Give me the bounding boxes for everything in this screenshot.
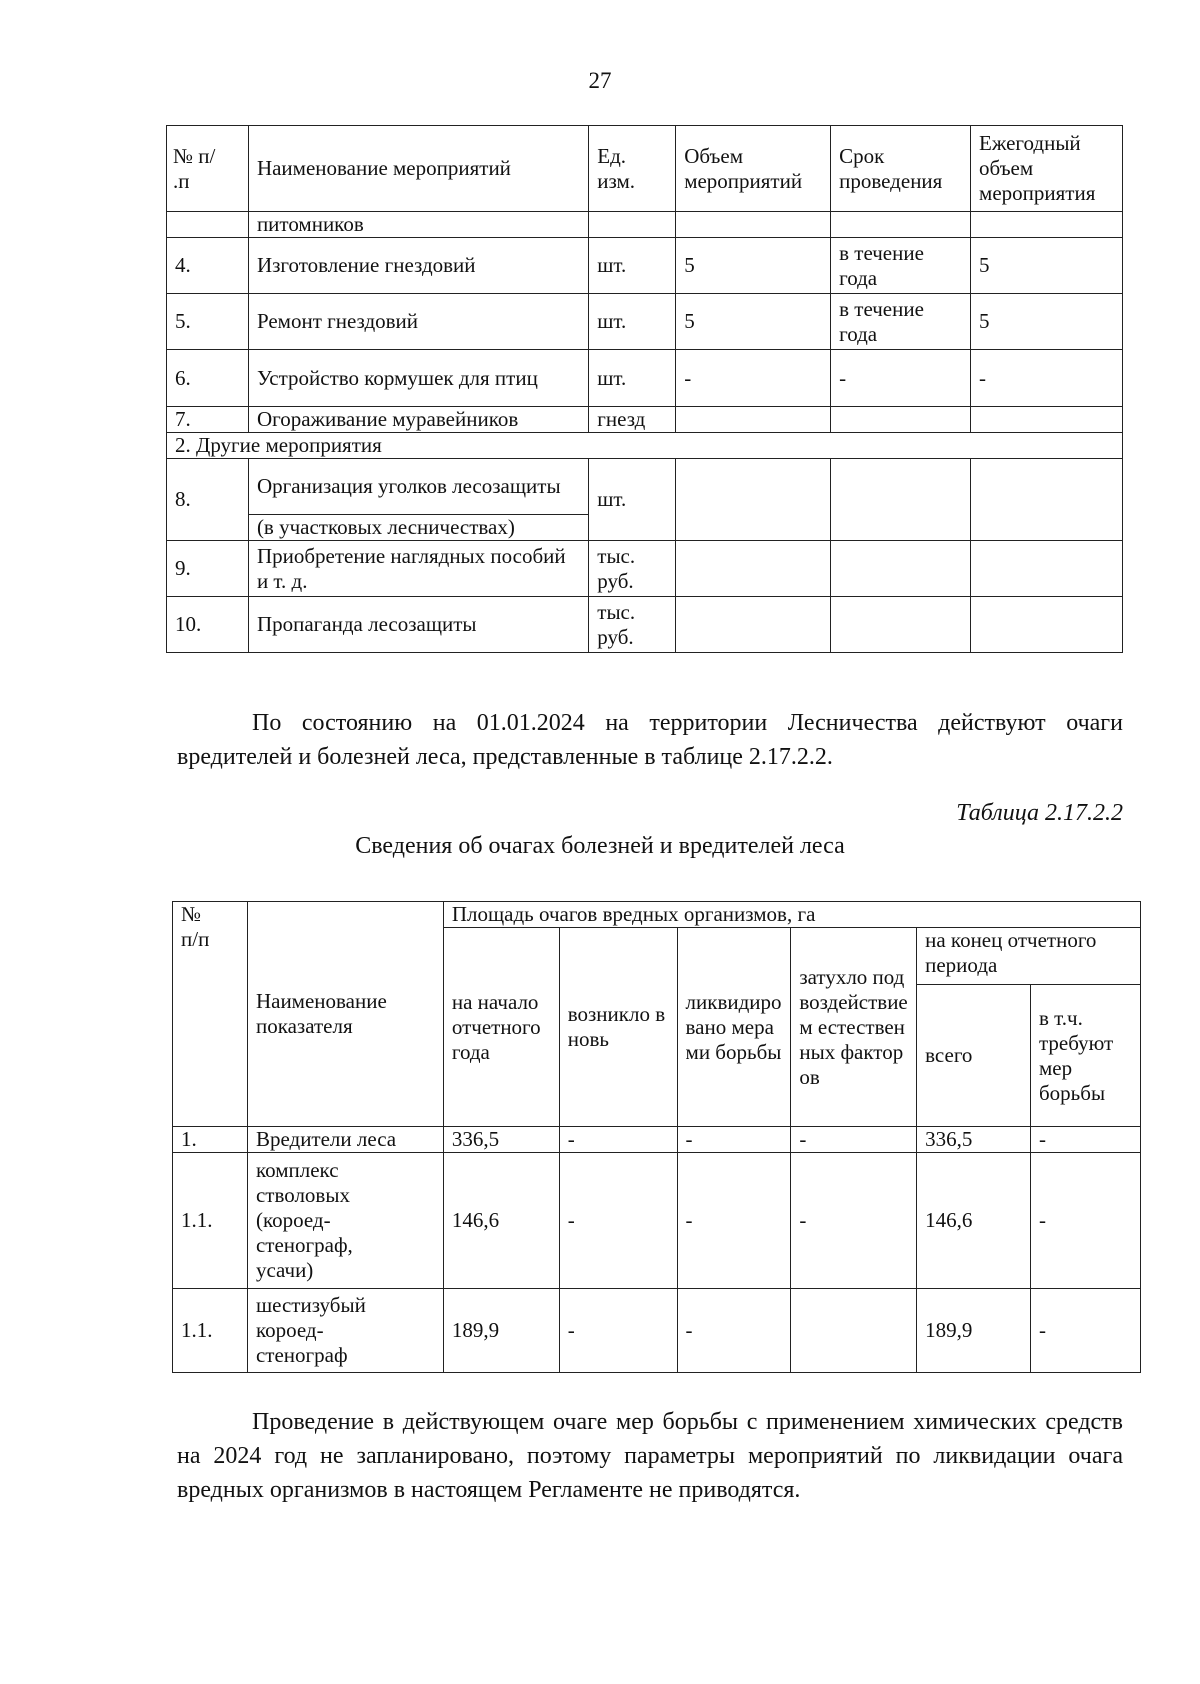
- row-unit: шт.: [589, 459, 676, 541]
- row-volume: -: [676, 350, 831, 407]
- row-volume: [676, 407, 831, 433]
- row-liquidated: -: [677, 1153, 791, 1289]
- row-num: 4.: [167, 238, 249, 294]
- row-total: 336,5: [917, 1127, 1031, 1153]
- row-num: 9.: [167, 541, 249, 597]
- row-name: Пропаганда лесозащиты: [248, 597, 588, 653]
- row-term: -: [831, 350, 971, 407]
- row-start: 146,6: [443, 1153, 559, 1289]
- page-number: 27: [588, 68, 612, 93]
- row-volume: [676, 212, 831, 238]
- table-row: [167, 212, 1123, 238]
- row-unit: шт.: [589, 238, 676, 294]
- row-name: Изготовление гнездовий: [248, 238, 588, 294]
- row-annual: [971, 459, 1123, 541]
- table-title: Сведения об очагах болезней и вредителей леса: [355, 833, 845, 859]
- header-area: Площадь очагов вредных организмов, га: [443, 902, 1140, 928]
- row-unit: шт.: [589, 294, 676, 350]
- row-needs: -: [1031, 1127, 1141, 1153]
- table-row: [167, 294, 1123, 350]
- row-annual: 5: [971, 294, 1123, 350]
- row-total: 189,9: [917, 1289, 1031, 1373]
- table-row: [167, 459, 1123, 515]
- row-liquidated: -: [677, 1289, 791, 1373]
- row-annual: [971, 541, 1123, 597]
- row-term: [831, 541, 971, 597]
- row-name: Ремонт гнездовий: [248, 294, 588, 350]
- table-caption: Таблица 2.17.2.2: [956, 800, 1123, 826]
- row-unit: [589, 212, 676, 238]
- row-name: Устройство кормушек для птиц: [248, 350, 588, 407]
- table-row: [167, 350, 1123, 407]
- row-annual: [971, 212, 1123, 238]
- table-header-row: [167, 126, 1123, 212]
- row-term: [831, 212, 971, 238]
- table-row: [173, 1153, 1141, 1289]
- table-row: [173, 1127, 1141, 1153]
- header-name: Наименование показателя: [247, 902, 443, 1127]
- row-num: [167, 212, 249, 238]
- activities-table: [166, 125, 1123, 653]
- table-row: [167, 541, 1123, 597]
- pest-foci-table: [172, 901, 1141, 1373]
- row-name: Организация уголков лесозащиты: [248, 459, 588, 515]
- row-annual: [971, 407, 1123, 433]
- table-header-row: [173, 902, 1141, 928]
- row-volume: [676, 597, 831, 653]
- header-liquidated: ликвидировано мерами борьбы: [677, 928, 791, 1127]
- header-unit: Ед. изм.: [589, 126, 676, 212]
- section-heading: 2. Другие мероприятия: [167, 433, 1123, 459]
- row-volume: 5: [676, 238, 831, 294]
- paragraph-foci-status: По состоянию на 01.01.2024 на территории Лесничества действуют очаги вредителей и болезней леса, представленные в таблице 2.17.2.2.: [177, 710, 1123, 770]
- section-row: [167, 433, 1123, 459]
- row-natural: -: [791, 1127, 917, 1153]
- row-num: 1.: [173, 1127, 248, 1153]
- row-num: 5.: [167, 294, 249, 350]
- row-volume: [676, 459, 831, 541]
- row-natural: -: [791, 1153, 917, 1289]
- table-row: [167, 407, 1123, 433]
- row-unit: тыс. руб.: [589, 597, 676, 653]
- header-total: всего: [917, 985, 1031, 1127]
- header-name: Наименование мероприятий: [248, 126, 588, 212]
- row-start: 189,9: [443, 1289, 559, 1373]
- header-volume: Объем мероприятий: [676, 126, 831, 212]
- row-num: 7.: [167, 407, 249, 433]
- header-term: Срок проведения: [831, 126, 971, 212]
- header-end: на конец отчетного периода: [917, 928, 1141, 985]
- row-new: -: [559, 1153, 677, 1289]
- header-num: № п/ .п: [167, 126, 249, 212]
- row-natural: [791, 1289, 917, 1373]
- row-num: 1.1.: [173, 1153, 248, 1289]
- table-row: [167, 238, 1123, 294]
- row-num: 10.: [167, 597, 249, 653]
- row-name: комплекс стволовых (короед-стенограф, усачи): [247, 1153, 443, 1289]
- header-num: № п/п: [173, 902, 248, 1127]
- row-num: 1.1.: [173, 1289, 248, 1373]
- row-term: в течение года: [831, 294, 971, 350]
- row-needs: -: [1031, 1289, 1141, 1373]
- row-needs: -: [1031, 1153, 1141, 1289]
- header-start: на начало отчетного года: [443, 928, 559, 1127]
- table-row: [167, 597, 1123, 653]
- header-new: возникло вновь: [559, 928, 677, 1127]
- row-term: в течение года: [831, 238, 971, 294]
- row-volume: 5: [676, 294, 831, 350]
- row-start: 336,5: [443, 1127, 559, 1153]
- row-name: Вредители леса: [247, 1127, 443, 1153]
- paragraph-no-chemical-control: Проведение в действующем очаге мер борьбы с применением химических средств на 2024 год не запланировано, поэтому параметры мероприятий по ликвидации очага вредных организмов в настоящем Регламенте не приводятся.: [177, 1409, 1123, 1503]
- row-unit: шт.: [589, 350, 676, 407]
- row-term: [831, 597, 971, 653]
- row-num: 6.: [167, 350, 249, 407]
- row-name: Огораживание муравейников: [248, 407, 588, 433]
- row-term: [831, 407, 971, 433]
- row-name: Приобретение наглядных пособий и т. д.: [248, 541, 588, 597]
- row-unit: гнезд: [589, 407, 676, 433]
- row-annual: 5: [971, 238, 1123, 294]
- row-unit: тыс. руб.: [589, 541, 676, 597]
- row-new: -: [559, 1289, 677, 1373]
- row-name: шестизубый короед-стенограф: [247, 1289, 443, 1373]
- row-volume: [676, 541, 831, 597]
- row-num: 8.: [167, 459, 249, 541]
- row-annual: [971, 597, 1123, 653]
- row-name: питомников: [248, 212, 588, 238]
- header-annual: Ежегодный объем мероприятия: [971, 126, 1123, 212]
- row-new: -: [559, 1127, 677, 1153]
- row-term: [831, 459, 971, 541]
- header-needs: в т.ч. требуют мер борьбы: [1031, 985, 1141, 1127]
- row-liquidated: -: [677, 1127, 791, 1153]
- header-natural: затухло под воздействием естественных факторов: [791, 928, 917, 1127]
- row-total: 146,6: [917, 1153, 1031, 1289]
- row-annual: -: [971, 350, 1123, 407]
- row-name-note: (в участковых лесничествах): [248, 515, 588, 541]
- table-row: [173, 1289, 1141, 1373]
